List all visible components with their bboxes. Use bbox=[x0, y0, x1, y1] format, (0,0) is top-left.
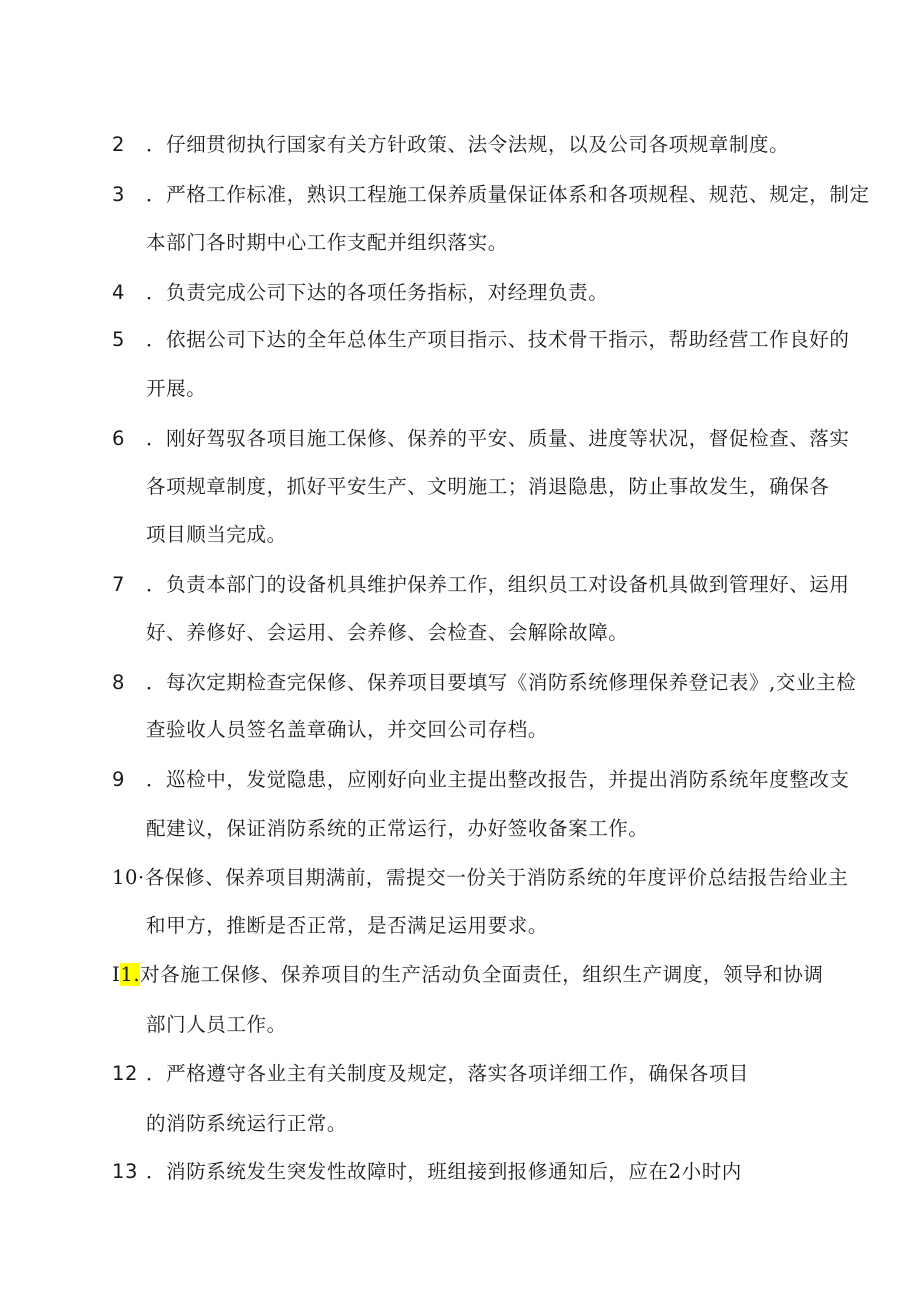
list-item-4 bbox=[112, 281, 608, 305]
item-number: 2 bbox=[112, 133, 126, 156]
list-item-13 bbox=[112, 1160, 742, 1184]
item-text: ．仔细贯彻执行国家有关方针政策、法令法规，以及公司各项规章制度。 bbox=[146, 133, 790, 156]
item-number: 10· bbox=[112, 866, 145, 889]
highlighted-number: 1. bbox=[120, 963, 141, 986]
item-text: ．巡检中，发觉隐患，应刚好向业主提出整改报告，并提出消防系统年度整改支 bbox=[146, 768, 850, 791]
list-item-6 bbox=[112, 427, 850, 451]
item-number: 7 bbox=[112, 573, 126, 596]
list-item-8 bbox=[112, 671, 856, 695]
list-item-7 bbox=[112, 573, 850, 597]
item-text: ．负责完成公司下达的各项任务指标，对经理负责。 bbox=[146, 281, 609, 304]
item-text: ．负责本部门的设备机具维护保养工作，组织员工对设备机具做到管理好、运用 bbox=[146, 573, 850, 596]
item-text: ．消防系统发生突发性故障时，班组接到报修通知后，应在2小时内 bbox=[146, 1160, 742, 1183]
item-number: 4 bbox=[112, 281, 126, 304]
list-item-9-continuation: 配建议，保证消防系统的正常运行，办好签收备案工作。 bbox=[146, 817, 649, 840]
item-text: 各保修、保养项目期满前，需提交一份关于消防系统的年度评价总结报告给业主 bbox=[144, 866, 849, 889]
item-number: 3 bbox=[112, 183, 126, 206]
list-item-2 bbox=[112, 133, 789, 157]
list-item-3 bbox=[112, 183, 870, 207]
item-number: 13 bbox=[112, 1160, 139, 1183]
list-item-9 bbox=[112, 768, 850, 792]
list-item-7-continuation: 好、养修好、会运用、会养修、会检查、会解除故障。 bbox=[146, 621, 629, 644]
list-item-5 bbox=[112, 328, 850, 352]
list-item-12 bbox=[112, 1062, 749, 1086]
item-text: ．每次定期检查完保修、保养项目要填写《消防系统修理保养登记表》,交业主检 bbox=[146, 671, 857, 694]
item-number: 5 bbox=[112, 328, 126, 351]
item-number: 12 bbox=[112, 1062, 139, 1085]
list-item-11 bbox=[112, 963, 824, 987]
item-text: 对各施工保修、保养项目的生产活动负全面责任，组织生产调度，领导和协调 bbox=[140, 963, 824, 986]
list-item-6-continuation: 项目顺当完成。 bbox=[146, 523, 287, 546]
list-item-6-continuation: 各项规章制度，抓好平安生产、文明施工；消退隐患，防止事故发生，确保各 bbox=[146, 475, 830, 498]
list-item-12-continuation: 的消防系统运行正常。 bbox=[146, 1112, 348, 1135]
list-item-3-continuation: 本部门各时期中心工作支配并组织落实。 bbox=[146, 231, 508, 254]
item-number-prefix: I bbox=[112, 963, 121, 986]
item-text: ．刚好驾驭各项目施工保修、保养的平安、质量、进度等状况，督促检查、落实 bbox=[146, 427, 850, 450]
item-number: 6 bbox=[112, 427, 126, 450]
item-text: ．严格遵守各业主有关制度及规定，落实各项详细工作，确保各项目 bbox=[146, 1062, 750, 1085]
item-number: 9 bbox=[112, 768, 126, 791]
list-item-11-continuation: 部门人员工作。 bbox=[146, 1013, 287, 1036]
list-item-10-continuation: 和甲方，推断是否正常，是否满足运用要求。 bbox=[146, 914, 549, 937]
item-number: 8 bbox=[112, 671, 126, 694]
list-item-8-continuation: 查验收人员签名盖章确认，并交回公司存档。 bbox=[146, 718, 549, 741]
list-item-10 bbox=[112, 866, 848, 890]
list-item-5-continuation: 开展。 bbox=[146, 377, 207, 400]
item-text: ．严格工作标准，熟识工程施工保养质量保证体系和各项规程、规范、规定，制定 bbox=[146, 183, 870, 206]
item-text: ．依据公司下达的全年总体生产项目指示、技术骨干指示，帮助经营工作良好的 bbox=[146, 328, 850, 351]
